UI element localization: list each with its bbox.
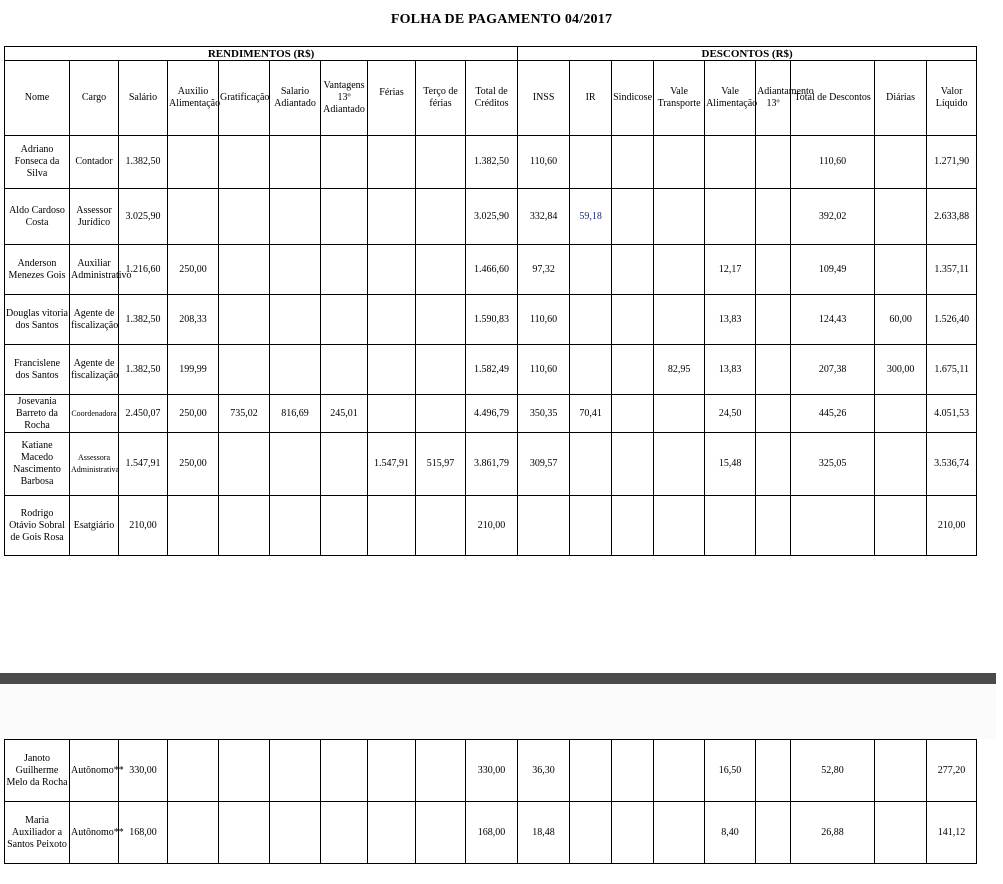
amount-cell	[705, 136, 756, 189]
amount-cell	[756, 395, 791, 433]
amount-cell	[270, 295, 321, 345]
col-header-adiantamento-13: Adiantamento 13º	[756, 61, 791, 136]
amount-cell: 330,00	[119, 740, 168, 802]
amount-cell	[321, 496, 368, 556]
amount-cell: 24,50	[705, 395, 756, 433]
col-header-vantagens-13: Vantagens 13º Adiantado	[321, 61, 368, 136]
amount-cell: 110,60	[518, 295, 570, 345]
page-top-margin	[0, 684, 996, 739]
col-header-ir: IR	[570, 61, 612, 136]
amount-cell: 15,48	[705, 433, 756, 496]
amount-cell	[416, 345, 466, 395]
amount-cell	[875, 136, 927, 189]
amount-cell	[570, 802, 612, 864]
payroll-continued-row	[5, 740, 977, 802]
amount-cell: 1.590,83	[466, 295, 518, 345]
amount-cell: 3.025,90	[119, 189, 168, 245]
amount-cell: 18,48	[518, 802, 570, 864]
amount-cell: 816,69	[270, 395, 321, 433]
amount-cell	[570, 740, 612, 802]
amount-cell	[270, 433, 321, 496]
amount-cell	[875, 802, 927, 864]
amount-cell: 36,30	[518, 740, 570, 802]
payroll-continued-row	[5, 802, 977, 864]
amount-cell	[270, 740, 321, 802]
amount-cell	[654, 802, 705, 864]
amount-cell	[654, 136, 705, 189]
amount-cell	[321, 433, 368, 496]
employee-role: Contador	[70, 136, 119, 189]
col-header-nome: Nome	[5, 61, 70, 136]
amount-cell	[368, 136, 416, 189]
amount-cell	[612, 136, 654, 189]
rendimentos-group-header: RENDIMENTOS (R$)	[5, 47, 518, 61]
amount-cell	[168, 802, 219, 864]
amount-cell: 1.382,50	[119, 136, 168, 189]
amount-cell	[321, 189, 368, 245]
employee-role: Autônomo**	[70, 740, 119, 802]
employee-role: Agente de fiscalização	[70, 295, 119, 345]
amount-cell	[612, 802, 654, 864]
employee-role: Assessora Administrativa	[70, 433, 119, 496]
amount-cell	[219, 295, 270, 345]
col-header-diarias: Diárias	[875, 61, 927, 136]
amount-cell	[321, 802, 368, 864]
amount-cell	[756, 802, 791, 864]
amount-cell: 13,83	[705, 295, 756, 345]
amount-cell	[321, 245, 368, 295]
employee-name: Josevania Barreto da Rocha	[5, 395, 70, 433]
amount-cell: 124,43	[791, 295, 875, 345]
amount-cell	[219, 245, 270, 295]
amount-cell: 250,00	[168, 395, 219, 433]
amount-cell: 3.536,74	[927, 433, 977, 496]
amount-cell: 1.357,11	[927, 245, 977, 295]
amount-cell	[270, 345, 321, 395]
employee-role: Coordenadora	[70, 395, 119, 433]
amount-cell	[270, 496, 321, 556]
amount-cell: 392,02	[791, 189, 875, 245]
amount-cell	[612, 395, 654, 433]
payroll-table-continued	[4, 739, 977, 864]
employee-role: Assessor Jurídico	[70, 189, 119, 245]
amount-cell: 1.382,50	[119, 345, 168, 395]
amount-cell	[416, 295, 466, 345]
amount-cell: 515,97	[416, 433, 466, 496]
amount-cell	[654, 295, 705, 345]
amount-cell	[416, 740, 466, 802]
amount-cell: 110,60	[791, 136, 875, 189]
amount-cell	[321, 345, 368, 395]
col-header-ferias: Férias	[368, 61, 416, 136]
amount-cell: 16,50	[705, 740, 756, 802]
amount-cell	[654, 740, 705, 802]
amount-cell: 12,17	[705, 245, 756, 295]
amount-cell	[416, 802, 466, 864]
amount-cell	[570, 496, 612, 556]
amount-cell: 210,00	[927, 496, 977, 556]
amount-cell	[875, 433, 927, 496]
amount-cell	[612, 189, 654, 245]
amount-cell: 2.633,88	[927, 189, 977, 245]
amount-cell: 300,00	[875, 345, 927, 395]
amount-cell	[168, 136, 219, 189]
amount-cell: 1.547,91	[368, 433, 416, 496]
employee-name: Francislene dos Santos	[5, 345, 70, 395]
amount-cell	[875, 395, 927, 433]
amount-cell: 1.382,50	[119, 295, 168, 345]
col-header-vale-alimentacao: Vale Alimentação	[705, 61, 756, 136]
amount-cell: 2.450,07	[119, 395, 168, 433]
employee-name: Katiane Macedo Nascimento Barbosa	[5, 433, 70, 496]
payroll-row	[5, 496, 977, 556]
amount-cell	[168, 496, 219, 556]
col-header-gratificacao: Gratificação	[219, 61, 270, 136]
amount-cell	[321, 136, 368, 189]
amount-cell: 168,00	[466, 802, 518, 864]
amount-cell: 59,18	[570, 189, 612, 245]
amount-cell	[321, 295, 368, 345]
amount-cell	[368, 740, 416, 802]
amount-cell: 330,00	[466, 740, 518, 802]
employee-name: Adriano Fonseca da Silva	[5, 136, 70, 189]
amount-cell	[219, 433, 270, 496]
amount-cell	[368, 496, 416, 556]
amount-cell	[219, 496, 270, 556]
amount-cell	[219, 345, 270, 395]
amount-cell: 210,00	[466, 496, 518, 556]
col-header-terco-ferias: Terço de férias	[416, 61, 466, 136]
amount-cell: 97,32	[518, 245, 570, 295]
amount-cell: 3.025,90	[466, 189, 518, 245]
amount-cell: 309,57	[518, 433, 570, 496]
amount-cell	[416, 189, 466, 245]
payroll-row	[5, 433, 977, 496]
amount-cell: 332,84	[518, 189, 570, 245]
amount-cell: 4.496,79	[466, 395, 518, 433]
amount-cell: 3.861,79	[466, 433, 518, 496]
col-header-valor-liquido: Valor Líquido	[927, 61, 977, 136]
amount-cell	[168, 740, 219, 802]
amount-cell	[368, 189, 416, 245]
amount-cell: 207,38	[791, 345, 875, 395]
amount-cell	[416, 395, 466, 433]
amount-cell	[219, 189, 270, 245]
amount-cell: 70,41	[570, 395, 612, 433]
amount-cell: 445,26	[791, 395, 875, 433]
amount-cell: 250,00	[168, 433, 219, 496]
amount-cell	[875, 740, 927, 802]
amount-cell	[875, 245, 927, 295]
col-header-sindicose: Sindicose	[612, 61, 654, 136]
amount-cell: 325,05	[791, 433, 875, 496]
col-header-total-creditos: Total de Créditos	[466, 61, 518, 136]
page-gap	[0, 559, 996, 673]
amount-cell: 13,83	[705, 345, 756, 395]
amount-cell: 245,01	[321, 395, 368, 433]
col-header-vale-transporte: Vale Transporte	[654, 61, 705, 136]
amount-cell: 1.382,50	[466, 136, 518, 189]
amount-cell	[570, 245, 612, 295]
employee-name: Aldo Cardoso Costa	[5, 189, 70, 245]
amount-cell	[654, 496, 705, 556]
amount-cell	[654, 433, 705, 496]
amount-cell	[570, 433, 612, 496]
amount-cell	[756, 496, 791, 556]
amount-cell	[416, 136, 466, 189]
amount-cell: 26,88	[791, 802, 875, 864]
payroll-row	[5, 395, 977, 433]
amount-cell	[875, 496, 927, 556]
amount-cell	[875, 189, 927, 245]
amount-cell	[612, 345, 654, 395]
amount-cell	[270, 136, 321, 189]
amount-cell	[654, 395, 705, 433]
amount-cell	[705, 189, 756, 245]
amount-cell	[570, 295, 612, 345]
amount-cell: 52,80	[791, 740, 875, 802]
amount-cell	[368, 395, 416, 433]
amount-cell	[654, 189, 705, 245]
amount-cell	[219, 740, 270, 802]
amount-cell: 110,60	[518, 345, 570, 395]
payroll-row	[5, 189, 977, 245]
payroll-row	[5, 295, 977, 345]
amount-cell	[270, 245, 321, 295]
amount-cell: 141,12	[927, 802, 977, 864]
amount-cell: 1.675,11	[927, 345, 977, 395]
col-header-cargo: Cargo	[70, 61, 119, 136]
amount-cell: 208,33	[168, 295, 219, 345]
amount-cell: 110,60	[518, 136, 570, 189]
payroll-row	[5, 345, 977, 395]
col-header-salario: Salário	[119, 61, 168, 136]
col-header-total-descontos: Total de Descontos	[791, 61, 875, 136]
amount-cell: 250,00	[168, 245, 219, 295]
amount-cell	[168, 189, 219, 245]
amount-cell	[368, 245, 416, 295]
amount-cell: 1.526,40	[927, 295, 977, 345]
amount-cell	[756, 345, 791, 395]
payroll-table	[4, 46, 977, 556]
page-break-bar	[0, 673, 996, 684]
amount-cell	[368, 345, 416, 395]
amount-cell	[756, 189, 791, 245]
employee-role: Autônomo**	[70, 802, 119, 864]
amount-cell	[368, 295, 416, 345]
amount-cell	[518, 496, 570, 556]
amount-cell	[219, 802, 270, 864]
amount-cell	[219, 136, 270, 189]
col-header-salario-adiantado: Salario Adiantado	[270, 61, 321, 136]
amount-cell	[321, 740, 368, 802]
amount-cell	[416, 496, 466, 556]
amount-cell	[570, 136, 612, 189]
amount-cell: 735,02	[219, 395, 270, 433]
amount-cell	[791, 496, 875, 556]
amount-cell: 1.216,60	[119, 245, 168, 295]
amount-cell	[756, 433, 791, 496]
employee-role: Esatgiário	[70, 496, 119, 556]
amount-cell	[756, 136, 791, 189]
amount-cell: 8,40	[705, 802, 756, 864]
employee-name: Douglas vitoria dos Santos	[5, 295, 70, 345]
payroll-row	[5, 245, 977, 295]
col-header-auxilio-alimentacao: Auxilio Alimentação	[168, 61, 219, 136]
amount-cell: 109,49	[791, 245, 875, 295]
amount-cell	[612, 245, 654, 295]
amount-cell: 350,35	[518, 395, 570, 433]
amount-cell: 1.271,90	[927, 136, 977, 189]
employee-name: Anderson Menezes Gois	[5, 245, 70, 295]
employee-role: Auxiliar Administrativo	[70, 245, 119, 295]
amount-cell: 168,00	[119, 802, 168, 864]
amount-cell: 1.466,60	[466, 245, 518, 295]
amount-cell	[570, 345, 612, 395]
amount-cell	[756, 245, 791, 295]
amount-cell: 60,00	[875, 295, 927, 345]
employee-role: Agente de fiscalização	[70, 345, 119, 395]
amount-cell	[612, 496, 654, 556]
amount-cell	[368, 802, 416, 864]
amount-cell: 199,99	[168, 345, 219, 395]
amount-cell: 4.051,53	[927, 395, 977, 433]
amount-cell: 210,00	[119, 496, 168, 556]
amount-cell	[612, 433, 654, 496]
employee-name: Maria Auxiliador a Santos Peixoto	[5, 802, 70, 864]
employee-name: Janoto Guilherme Melo da Rocha	[5, 740, 70, 802]
amount-cell	[705, 496, 756, 556]
col-header-inss: INSS	[518, 61, 570, 136]
amount-cell: 1.547,91	[119, 433, 168, 496]
amount-cell	[612, 295, 654, 345]
amount-cell: 82,95	[654, 345, 705, 395]
payroll-row	[5, 136, 977, 189]
amount-cell	[654, 245, 705, 295]
employee-name: Rodrigo Otávio Sobral de Gois Rosa	[5, 496, 70, 556]
amount-cell	[756, 295, 791, 345]
amount-cell: 1.582,49	[466, 345, 518, 395]
amount-cell: 277,20	[927, 740, 977, 802]
amount-cell	[612, 740, 654, 802]
amount-cell	[270, 189, 321, 245]
descontos-group-header: DESCONTOS (R$)	[518, 47, 977, 61]
amount-cell	[756, 740, 791, 802]
page-title: FOLHA DE PAGAMENTO 04/2017	[390, 12, 613, 27]
amount-cell	[270, 802, 321, 864]
amount-cell	[416, 245, 466, 295]
